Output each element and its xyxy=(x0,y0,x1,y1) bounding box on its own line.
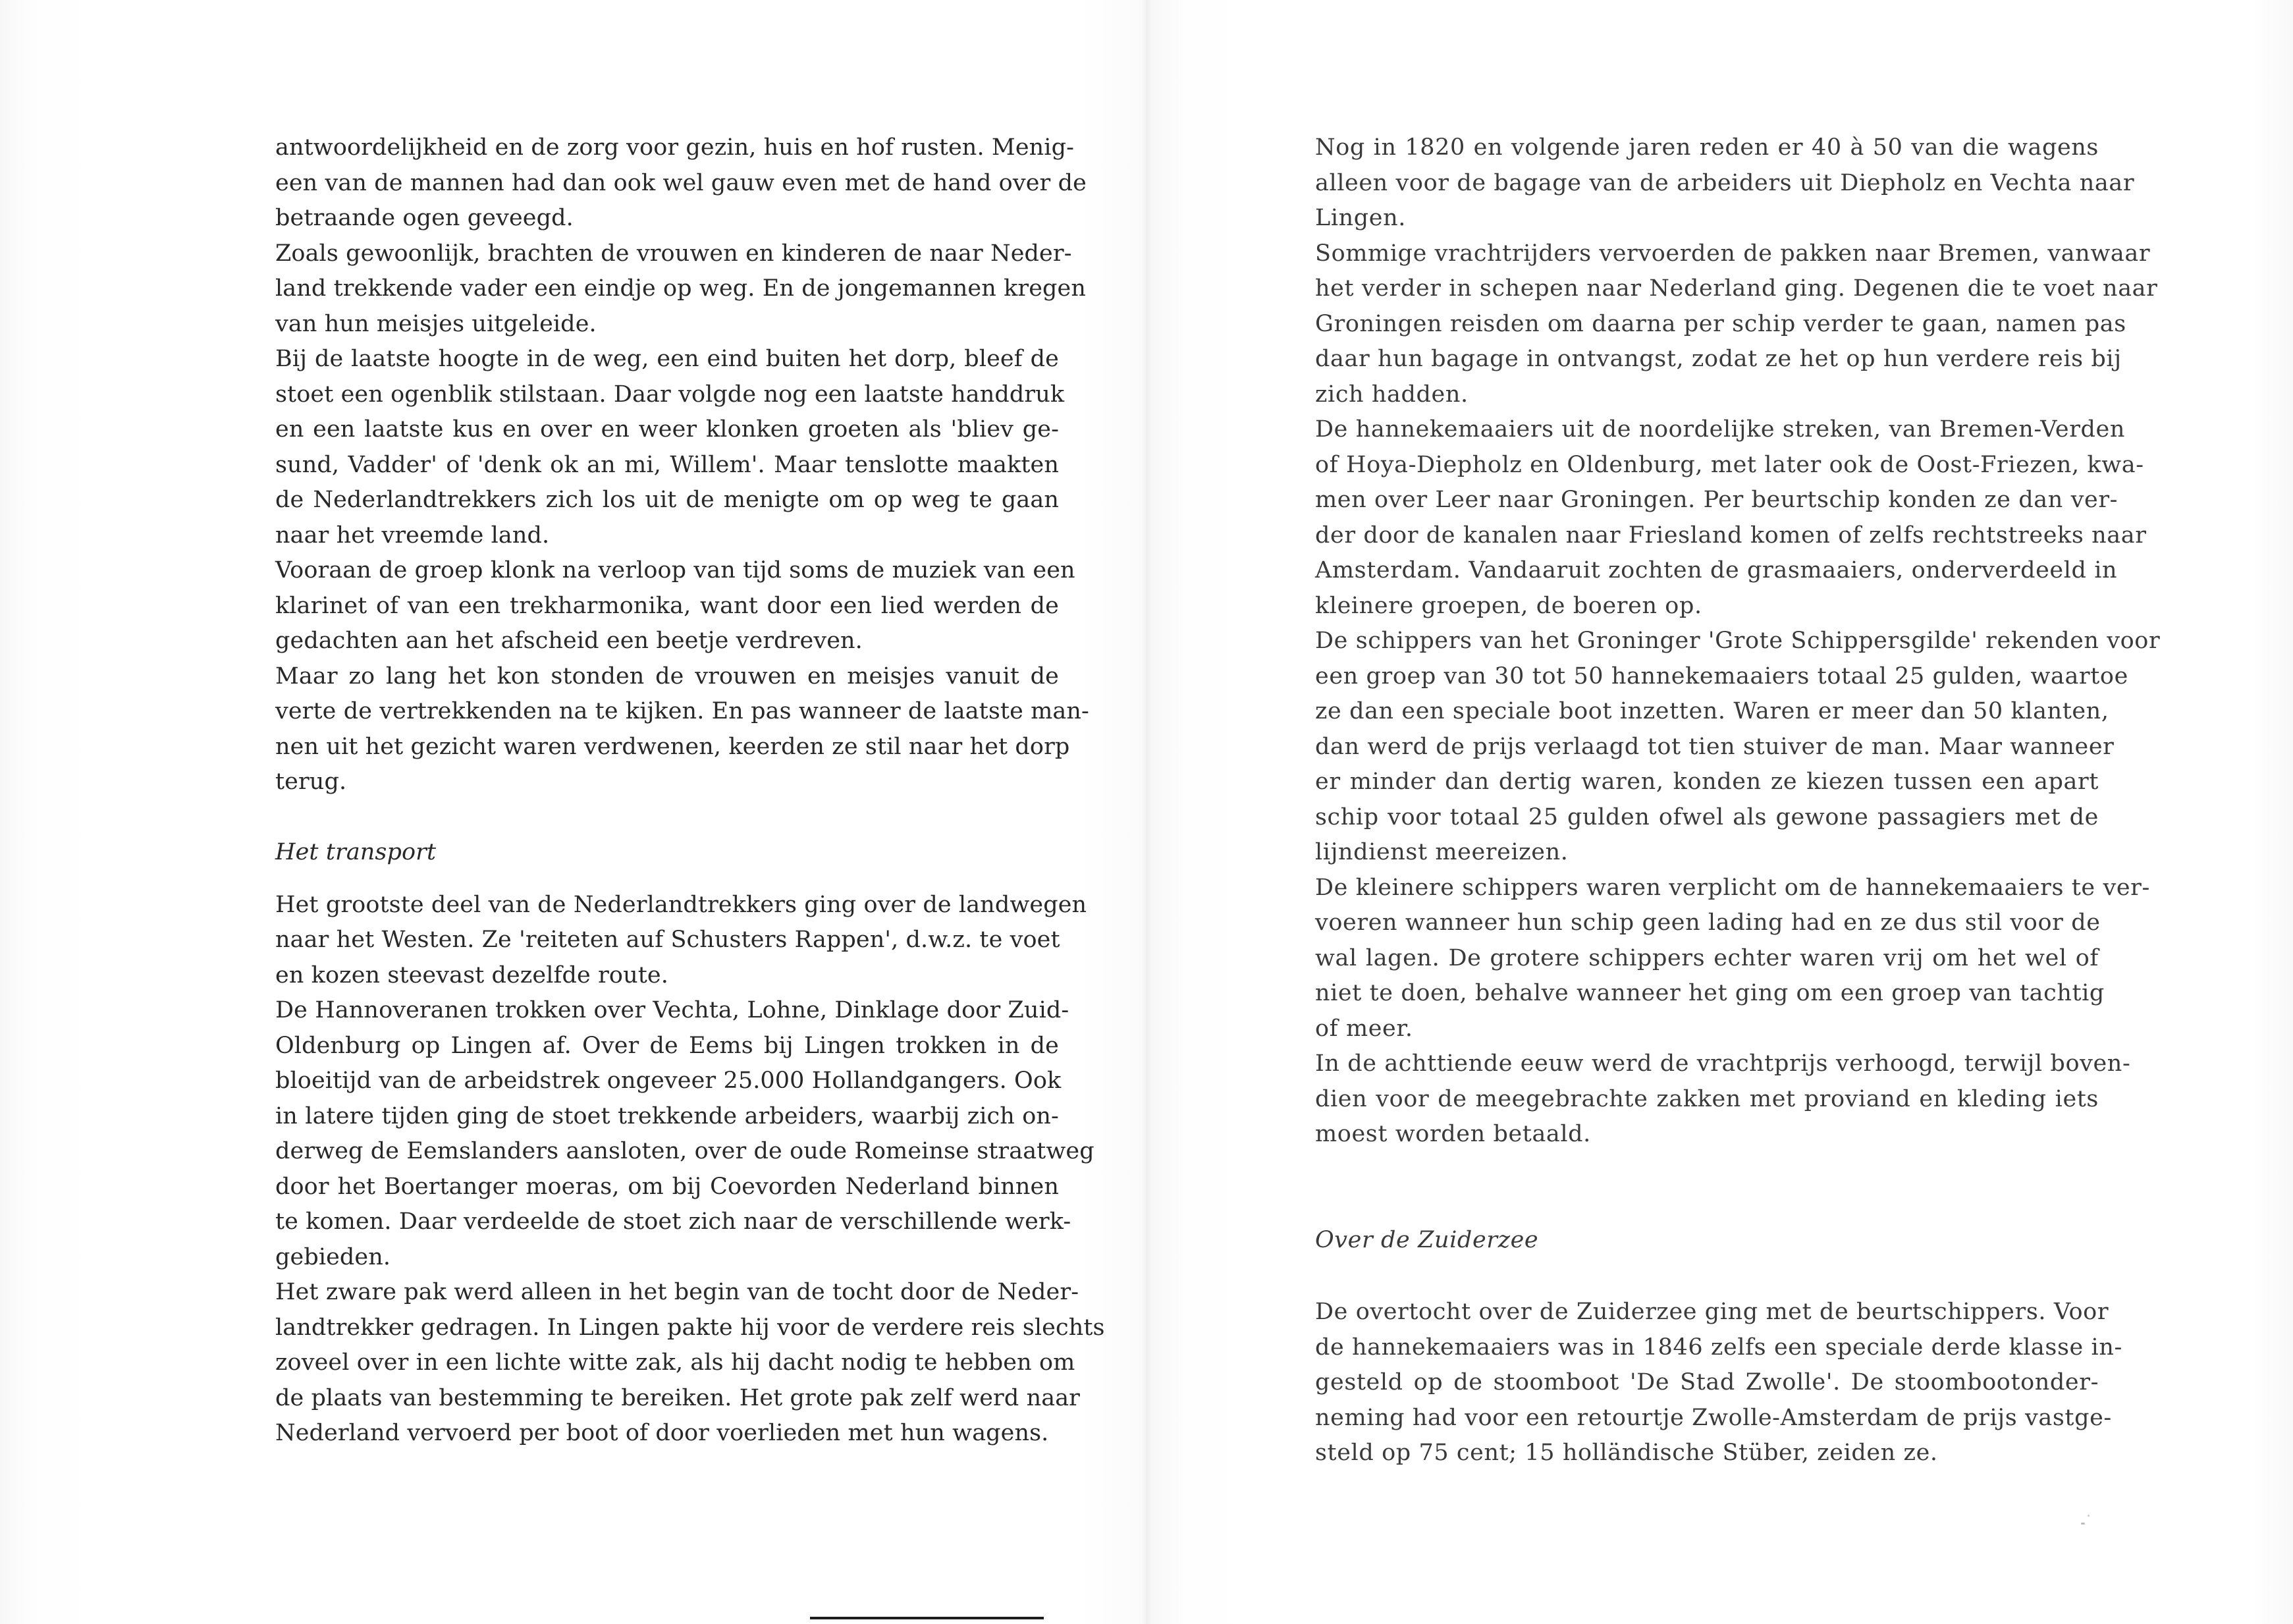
text-line: De overtocht over de Zuiderzee ging met de beurtschippers. Voor xyxy=(1315,1299,2109,1325)
left-block-2 xyxy=(275,888,1105,1451)
text-line: door het Boertanger moeras, om bij Coevorden Nederland binnen xyxy=(275,1173,1059,1200)
text-line: de Nederlandtrekkers zich los uit de menigte om op weg te gaan xyxy=(275,487,1059,513)
paper-speck xyxy=(2081,1523,2085,1525)
text-line: Het zware pak werd alleen in het begin van de tocht door de Neder- xyxy=(275,1279,1079,1305)
text-line: Het grootste deel van de Nederlandtrekkers ging over de landwegen xyxy=(275,891,1087,918)
text-line: men over Leer naar Groningen. Per beurtschip konden ze dan ver- xyxy=(1315,487,2118,513)
text-line: en een laatste kus en over en weer klonken groeten als 'bliev ge- xyxy=(275,416,1059,443)
text-line: antwoordelijkheid en de zorg voor gezin, huis en hof rusten. Menig- xyxy=(275,134,1075,161)
text-line: er minder dan dertig waren, konden ze kiezen tussen een apart xyxy=(1315,769,2099,795)
text-line: der door de kanalen naar Friesland komen of zelfs rechtstreeks naar xyxy=(1315,522,2147,549)
text-line: niet te doen, behalve wanneer het ging om een groep van tachtig xyxy=(1315,980,2105,1006)
book-gutter xyxy=(1142,0,1151,1624)
text-line: voeren wanneer hun schip geen lading had en ze dus stil voor de xyxy=(1315,909,2101,936)
text-line: terug. xyxy=(275,769,347,795)
text-line: zoveel over in een lichte witte zak, als hij dacht nodig te hebben om xyxy=(275,1349,1075,1376)
text-line: De schippers van het Groninger 'Grote Schippersgilde' rekenden voor xyxy=(1315,628,2161,654)
text-line: nen uit het gezicht waren verdwenen, keerden ze stil naar het dorp xyxy=(275,733,1070,760)
text-line: gedachten aan het afscheid een beetje verdreven. xyxy=(275,628,863,654)
text-line: neming had voor een retourtje Zwolle-Amsterdam de prijs vastge- xyxy=(1315,1404,2112,1431)
text-line: ze dan een speciale boot inzetten. Waren er meer dan 50 klanten, xyxy=(1315,698,2109,724)
text-line: alleen voor de bagage van de arbeiders uit Diepholz en Vechta naar xyxy=(1315,169,2135,196)
text-line: een van de mannen had dan ook wel gauw even met de hand over de xyxy=(275,169,1087,196)
text-line: betraande ogen geveegd. xyxy=(275,205,574,231)
right-block-2 xyxy=(1315,1295,2122,1471)
text-line: Amsterdam. Vandaaruit zochten de grasmaaiers, onderverdeeld in xyxy=(1315,557,2118,583)
text-line: kleinere groepen, de boeren op. xyxy=(1315,592,1702,619)
bottom-edge-mark xyxy=(810,1617,1044,1619)
text-line: of Hoya-Diepholz en Oldenburg, met later ook de Oost-Friezen, kwa- xyxy=(1315,451,2144,478)
left-text-column xyxy=(275,130,1105,1451)
text-line: Vooraan de groep klonk na verloop van tijd soms de muziek van een xyxy=(275,557,1075,583)
text-line: dien voor de meegebrachte zakken met proviand en kleding iets xyxy=(1315,1085,2099,1112)
text-line: stoet een ogenblik stilstaan. Daar volgde nog een laatste handdruk xyxy=(275,381,1065,408)
text-line: zich hadden. xyxy=(1315,381,1469,408)
left-block-1 xyxy=(275,130,1089,800)
text-line: het verder in schepen naar Nederland ging. Degenen die te voet naar xyxy=(1315,275,2158,302)
text-line: van hun meisjes uitgeleide. xyxy=(275,310,597,337)
text-line: Nederland vervoerd per boot of door voerlieden met hun wagens. xyxy=(275,1420,1049,1446)
text-line: wal lagen. De grotere schippers echter waren vrij om het wel of xyxy=(1315,944,2099,971)
text-line: bloeitijd van de arbeidstrek ongeveer 25.000 Hollandgangers. Ook xyxy=(275,1068,1062,1094)
text-line: derweg de Eemslanders aansloten, over de oude Romeinse straatweg xyxy=(275,1138,1094,1164)
right-page xyxy=(1146,0,2293,1624)
text-line: Groningen reisden om daarna per schip verder te gaan, namen pas xyxy=(1315,310,2126,337)
text-line: moest worden betaald. xyxy=(1315,1121,1591,1147)
spacer xyxy=(275,800,1059,836)
text-line: In de achttiende eeuw werd de vrachtprijs verhoogd, terwijl boven- xyxy=(1315,1050,2131,1077)
text-line: land trekkende vader een eindje op weg. En de jongemannen kregen xyxy=(275,275,1087,302)
text-line: landtrekker gedragen. In Lingen pakte hij voor de verdere reis slechts xyxy=(275,1314,1105,1341)
text-line: schip voor totaal 25 gulden ofwel als gewone passagiers met de xyxy=(1315,803,2099,830)
text-line: verte de vertrekkenden na te kijken. En pas wanneer de laatste man- xyxy=(275,698,1089,724)
text-line: sund, Vadder' of 'denk ok an mi, Willem'. Maar tenslotte maakten xyxy=(275,451,1059,478)
right-block-1 xyxy=(1315,130,2161,1152)
paper-speck xyxy=(2088,1515,2090,1517)
text-line: naar het Westen. Ze 'reiteten auf Schusters Rappen', d.w.z. te voet xyxy=(275,927,1060,953)
text-line: Maar zo lang het kon stonden de vrouwen en meisjes vanuit de xyxy=(275,663,1059,690)
text-line: gesteld op de stoomboot 'De Stad Zwolle'. De stoombootonder- xyxy=(1315,1369,2099,1395)
text-line: Nog in 1820 en volgende jaren reden er 40 à 50 van die wagens xyxy=(1315,134,2099,161)
text-line: Sommige vrachtrijders vervoerden de pakken naar Bremen, vanwaar xyxy=(1315,240,2151,267)
text-line: Zoals gewoonlijk, brachten de vrouwen en kinderen de naar Neder- xyxy=(275,240,1072,267)
text-line: naar het vreemde land. xyxy=(275,522,550,549)
text-line: daar hun bagage in ontvangst, zodat ze het op hun verdere reis bij xyxy=(1315,346,2122,372)
text-line: lijndienst meereizen. xyxy=(1315,839,1569,865)
spacer xyxy=(1315,1258,2099,1295)
text-line: De hannekemaaiers uit de noordelijke streken, van Bremen-Verden xyxy=(1315,416,2126,443)
text-line: steld op 75 cent; 15 holländische Stüber, zeiden ze. xyxy=(1315,1440,1938,1466)
text-line: te komen. Daar verdeelde de stoet zich naar de verschillende werk- xyxy=(275,1208,1071,1235)
text-line: klarinet of van een trekharmonika, want door een lied werden de xyxy=(275,592,1059,619)
left-page xyxy=(0,0,1146,1624)
text-line: gebieden. xyxy=(275,1243,391,1270)
section-heading-transport: Het transport xyxy=(275,839,437,865)
section-heading-zuiderzee: Over de Zuiderzee xyxy=(1315,1226,1539,1253)
spacer xyxy=(275,871,1059,888)
text-line: Oldenburg op Lingen af. Over de Eems bij Lingen trokken in de xyxy=(275,1032,1059,1059)
text-line: een groep van 30 tot 50 hannekemaaiers totaal 25 gulden, waartoe xyxy=(1315,663,2128,690)
text-line: Bij de laatste hoogte in de weg, een eind buiten het dorp, bleef de xyxy=(275,346,1059,372)
text-line: de plaats van bestemming te bereiken. Het grote pak zelf werd naar xyxy=(275,1384,1081,1411)
text-line: of meer. xyxy=(1315,1015,1413,1042)
text-line: de hannekemaaiers was in 1846 zelfs een speciale derde klasse in- xyxy=(1315,1334,2122,1361)
text-line: Lingen. xyxy=(1315,205,1406,231)
text-line: in latere tijden ging de stoet trekkende arbeiders, waarbij zich on- xyxy=(275,1102,1059,1129)
right-text-column xyxy=(1315,130,2161,1471)
spacer xyxy=(1315,1152,2099,1223)
text-line: dan werd de prijs verlaagd tot tien stuiver de man. Maar wanneer xyxy=(1315,733,2115,760)
text-line: De Hannoveranen trokken over Vechta, Lohne, Dinklage door Zuid- xyxy=(275,997,1069,1023)
text-line: en kozen steevast dezelfde route. xyxy=(275,961,668,988)
text-line: De kleinere schippers waren verplicht om de hannekemaaiers te ver- xyxy=(1315,874,2150,901)
